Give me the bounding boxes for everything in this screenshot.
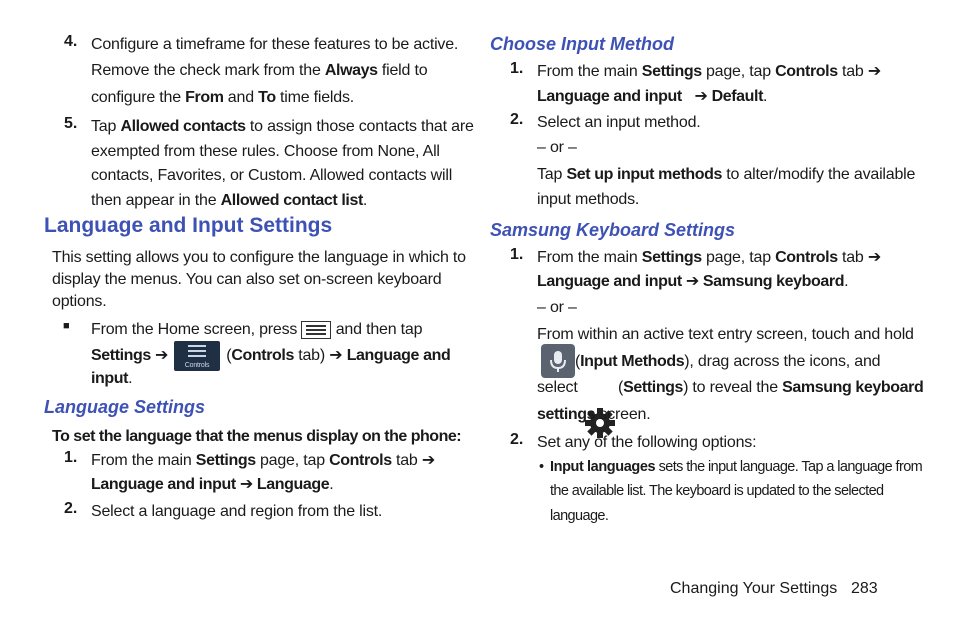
step-number: 2. [64, 500, 78, 517]
paragraph-line: Language and input ➔ Samsung keyboard. [537, 273, 849, 290]
paragraph-line: Language and input ➔ Default. [537, 88, 768, 105]
step-number: 5. [64, 115, 78, 132]
paragraph-line: Select a language and region from the list. [91, 503, 383, 520]
or-separator: – or – [537, 299, 577, 316]
step-number: 4. [64, 33, 78, 50]
paragraph-line: then appear in the Allowed contact list. [91, 192, 368, 209]
subsection-heading: Samsung Keyboard Settings [490, 220, 736, 240]
option-description: language. [550, 508, 609, 524]
paragraph-line: (Settings) to reveal the Samsung keyboard [618, 379, 924, 396]
paragraph-line: Tap Set up input methods to alter/modify the available [537, 166, 916, 183]
subsection-heading: Language Settings [44, 397, 206, 417]
paragraph-line: Settings ➔ Controls (Controls tab) ➔ Language and [91, 341, 450, 373]
menu-key-icon [301, 321, 331, 339]
bold-intro: To set the language that the menus display on the phone: [52, 428, 462, 445]
paragraph-line: Tap Allowed contacts to assign those contacts that are [91, 118, 474, 135]
microphone-icon [541, 344, 575, 378]
paragraph-line: input. [91, 370, 133, 387]
paragraph-line: From the main Settings page, tap Controls tab ➔ [537, 249, 882, 266]
step-number: 1. [510, 60, 524, 77]
option-description: Input languages sets the input language. Tap a language from [550, 459, 923, 475]
paragraph-line: select [537, 379, 578, 396]
paragraph-line: settings screen. [537, 406, 651, 423]
paragraph-line: configure the From and To time fields. [91, 89, 355, 106]
paragraph-line: options. [52, 293, 107, 310]
paragraph-line: From the Home screen, press and then tap [91, 321, 423, 338]
section-heading: Language and Input Settings [44, 214, 333, 237]
step-number: 2. [510, 431, 524, 448]
paragraph-line: (Input Methods), drag across the icons, and [575, 353, 881, 370]
paragraph-line: exempted from these rules. Choose from None, All [91, 143, 440, 160]
paragraph-line: Language and input ➔ Language. [91, 476, 334, 493]
paragraph-line: From the main Settings page, tap Controls tab ➔ [537, 63, 882, 80]
paragraph-line: From the main Settings page, tap Controls tab ➔ [91, 452, 436, 469]
option-description: the available list. The keyboard is updated to the selected [550, 483, 884, 499]
bullet-mark: • [539, 459, 544, 475]
step-number: 1. [510, 246, 524, 263]
bullet-mark: ■ [63, 320, 70, 332]
paragraph-line: Select an input method. [537, 114, 701, 131]
paragraph-line: Remove the check mark from the Always field to [91, 62, 428, 79]
footer-section-title: Changing Your Settings [670, 580, 838, 597]
or-separator: – or – [537, 139, 577, 156]
paragraph-line: contacts, Favorites, or Custom. Allowed contacts will [91, 167, 453, 184]
paragraph-line: Configure a timeframe for these features to be active. [91, 36, 459, 53]
paragraph-line: input methods. [537, 191, 640, 208]
paragraph-line: From within an active text entry screen, touch and hold [537, 326, 914, 343]
step-number: 2. [510, 111, 524, 128]
step-number: 1. [64, 449, 78, 466]
paragraph-line: display the menus. You can also set on-screen keyboard [52, 271, 442, 288]
paragraph-line: Set any of the following options: [537, 434, 757, 451]
controls-icon: Controls [174, 341, 220, 371]
subsection-heading: Choose Input Method [490, 34, 674, 54]
paragraph-line: This setting allows you to configure the language in which to [52, 249, 466, 266]
page-number: 283 [851, 580, 878, 597]
